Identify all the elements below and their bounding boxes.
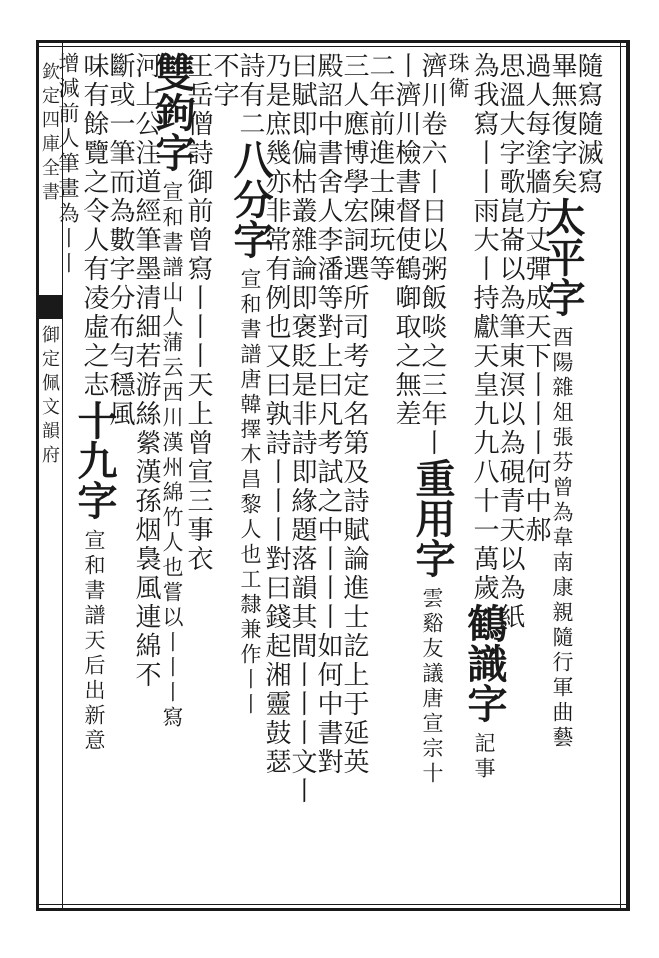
text-line: 宣和書譜唐韓擇木昌黎人也工隸兼作丨丨 (238, 268, 262, 718)
top-border (36, 40, 630, 43)
bottom-border-inner (36, 904, 630, 905)
text-line: 三人應博學宏詞選所司考定名第及詩賦論進士訖上于延英 (339, 52, 369, 777)
text-line: 為我寫丨丨雨大丨持獻天皇九九八十一萬歲 (469, 52, 499, 603)
margin-title-upper: 欽定四庫全書 (39, 62, 60, 206)
entry-heading: 八分字 (227, 139, 274, 259)
text-line: 隨寫隨滅寫 (573, 52, 603, 197)
text-line: 濟川卷六丨日以粥飯啖之三年丨 (417, 52, 447, 458)
text-line: 雲谿友議唐宣宗十 (420, 587, 444, 787)
text-line: 丨濟川檢書督使鶴啣取之無差 (391, 52, 421, 429)
text-line: 珠衛 (446, 52, 470, 102)
text-line: 曰賦即偏枯叢雜論即褒貶是非詩即緣題落韻其間丨丨丨文丨 (287, 52, 317, 806)
entry-heading: 鶴識字 (461, 603, 508, 723)
bottom-border (36, 908, 630, 911)
text-line: 過人每塗牆方丈彈成天下丨丨丨何中郝 (521, 52, 551, 545)
text-line: 思溫大字歌崑崙以為筆東溟以為硯青天以為紙 (495, 52, 525, 632)
text-line: 王岳僧詩御前曾寫丨丨丨天上曾宣三事衣 (183, 52, 213, 574)
text-line: 詩有二 (235, 52, 265, 139)
text-line: 河上公注道經筆墨清細若游絲縈漢孫烟裊風連綿不 (131, 52, 161, 690)
text-line: 殿詔中書舍人李潘等對上曰凡考試之中丨丨丨如何中書對 (313, 52, 343, 777)
entry-heading: 十九字 (71, 400, 118, 520)
entry-heading: 重用字 (409, 458, 456, 578)
text-line: 宣和書譜天后出新意 (82, 529, 106, 754)
margin-title-lower: 御定佩文韻府 (39, 325, 60, 469)
right-border-inner (620, 40, 621, 911)
right-border (626, 40, 630, 911)
text-line: 二年前進士陳玩等 (365, 52, 395, 284)
text-line: 不字 (209, 52, 239, 110)
text-line: 斷或一筆而為數字分布勻穩風 (105, 52, 135, 429)
text-line: 記事 (472, 732, 496, 782)
text-line: 宣和書譜山人蒲云西川漢州綿竹人也嘗以丨丨丨寫 (160, 181, 184, 731)
top-border-inner (36, 46, 630, 47)
entry-heading: 雙鉤字 (149, 52, 196, 172)
text-line: 味有餘覽之令人有凌虛之志 (79, 52, 109, 400)
fishtail-mark (36, 295, 62, 319)
text-line: 酉陽雜俎張芬曾為韋南康親隨行軍曲藝 (550, 326, 574, 751)
entry-heading: 太平字 (539, 197, 586, 317)
text-line: 畢無復字矣 (547, 52, 577, 197)
text-line: 乃是庶幾亦非常有例也又曰孰詩丨丨丨對曰錢起湘靈鼓瑟 (261, 52, 291, 777)
text-line: 增減前人筆畫為丨丨 (56, 52, 80, 277)
